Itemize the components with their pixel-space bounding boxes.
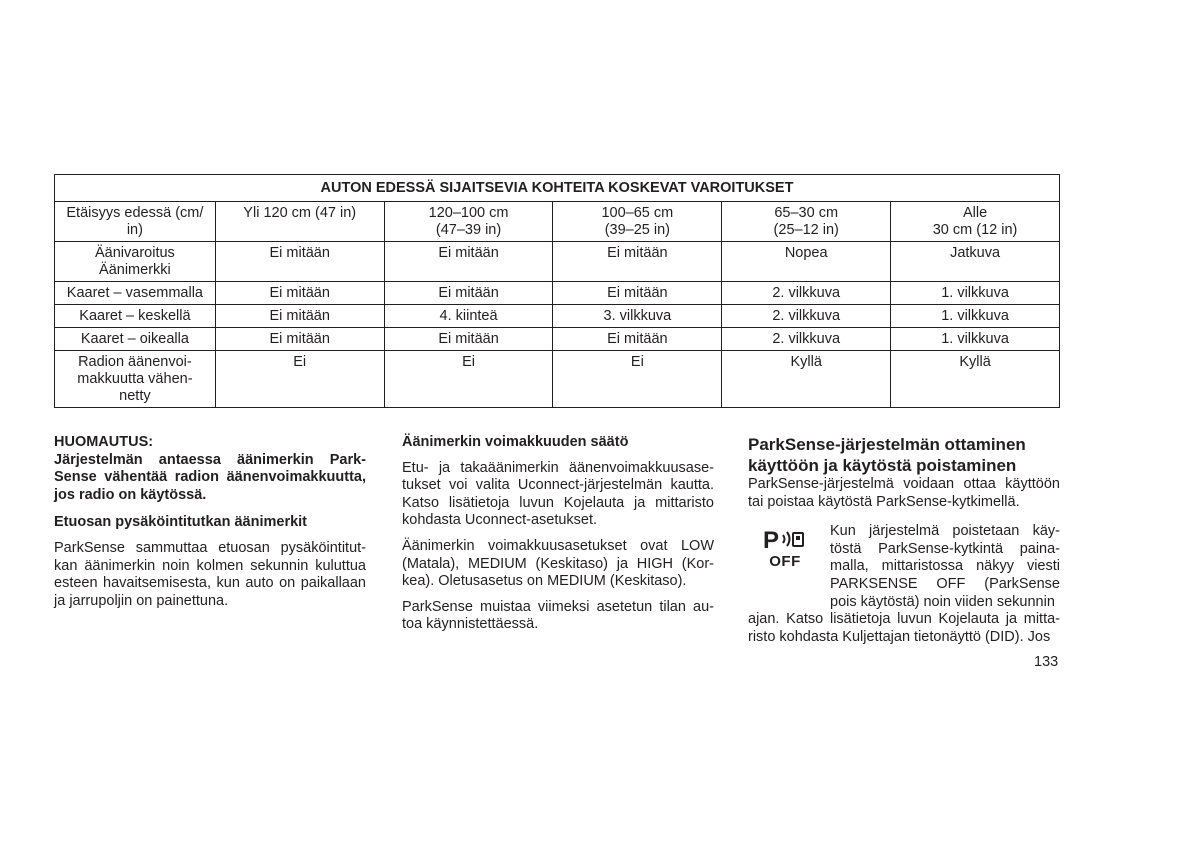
table-cell: Ei mitään xyxy=(215,328,384,351)
table-cell: Ei mitään xyxy=(215,305,384,328)
table-cell: 2. vilkkuva xyxy=(722,282,891,305)
table-cell: Jatkuva xyxy=(891,242,1060,282)
section-heading-enable-disable: ParkSense-järjestelmän ottaminen käyttöön ja käytöstä poistaminen xyxy=(748,435,1026,475)
table-cell: 1. vilkkuva xyxy=(891,282,1060,305)
svg-text:P: P xyxy=(763,527,780,552)
paragraph-continued: ajan. Katso lisätietoja luvun Kojelauta ja mitta-risto kohdasta Kuljettajan tietonäyttö (DID). Jos xyxy=(748,611,1060,645)
paragraph-icon-text: Kun järjestelmä poistetaan käy-töstä ParkSense-kytkintä paina-malla, mittaristossa näkyy viesti PARKSENSE OFF (ParkSense pois käytöstä) noin viiden sekunnin xyxy=(830,523,1060,610)
table-cell: 2. vilkkuva xyxy=(722,328,891,351)
table-row-header: Etäisyys edessä (cm/ in) xyxy=(55,202,216,242)
table-cell: 65–30 cm (25–12 in) xyxy=(722,202,891,242)
table-cell: Kyllä xyxy=(891,351,1060,408)
table-cell: Ei mitään xyxy=(553,282,722,305)
table-cell: Nopea xyxy=(722,242,891,282)
table-cell: Ei mitään xyxy=(384,282,553,305)
table-cell: Ei mitään xyxy=(384,328,553,351)
off-label: OFF xyxy=(769,553,801,571)
table-row-header: Kaaret – keskellä xyxy=(55,305,216,328)
table-title: AUTON EDESSÄ SIJAITSEVIA KOHTEITA KOSKEVAT VAROITUKSET xyxy=(55,175,1060,202)
table-cell: Ei xyxy=(384,351,553,408)
table-body xyxy=(55,202,1060,408)
section-heading-front-beeps: Etuosan pysäköintitutkan äänimerkit xyxy=(54,514,308,531)
table-row-header: Kaaret – oikealla xyxy=(55,328,216,351)
paragraph-volume-1: Etu- ja takaäänimerkin äänenvoimakkuusase-tukset voi valita Uconnect-järjestelmän kautta. Katso lisätietoja luvun Kojelauta ja mittaristo kohdasta Uconnect-asetukset. xyxy=(402,459,714,529)
note-text: Järjestelmän antaessa äänimerkin Park-Sense vähentää radion äänenvoimakkuutta, jos radio on käytössä. xyxy=(54,451,366,503)
column-right xyxy=(748,434,1060,646)
table-row-header: Äänivaroitus Äänimerkki xyxy=(55,242,216,282)
parksense-symbol-icon xyxy=(763,527,807,551)
table-row xyxy=(55,351,1060,408)
table-cell: Ei mitään xyxy=(553,328,722,351)
table-cell: Yli 120 cm (47 in) xyxy=(215,202,384,242)
paragraph-intro: ParkSense-järjestelmä voidaan ottaa käyttöön tai poistaa käytöstä ParkSense-kytkimellä. xyxy=(748,476,1060,510)
table-cell: 2. vilkkuva xyxy=(722,305,891,328)
table-row xyxy=(55,202,1060,242)
paragraph-front-beeps: ParkSense sammuttaa etuosan pysäköintitut-kan äänimerkin noin kolmen sekunnin kuluttua esteen havaitsemisesta, kun auto on paikallaan ja jarrupoljin on painettuna. xyxy=(54,539,366,609)
table-row-header: Kaaret – vasemmalla xyxy=(55,282,216,305)
paragraph-volume-3: ParkSense muistaa viimeksi asetetun tilan au-toa käynnistettäessä. xyxy=(402,598,714,633)
table-cell: Ei xyxy=(215,351,384,408)
parksense-off-icon xyxy=(762,527,808,575)
table-cell: Ei mitään xyxy=(215,282,384,305)
column-left xyxy=(54,434,366,618)
note-label: HUOMAUTUS: xyxy=(54,434,154,450)
table-cell: 1. vilkkuva xyxy=(891,328,1060,351)
table-cell: Ei xyxy=(553,351,722,408)
paragraph-volume-2: Äänimerkin voimakkuusasetukset ovat LOW (Matala), MEDIUM (Keskitaso) ja HIGH (Kor-kea). Oletusasetus on MEDIUM (Keskitaso). xyxy=(402,537,714,590)
table-cell: Ei mitään xyxy=(215,242,384,282)
table-cell: Ei mitään xyxy=(553,242,722,282)
table-cell: 4. kiinteä xyxy=(384,305,553,328)
column-middle xyxy=(402,434,714,642)
table-row xyxy=(55,242,1060,282)
table-cell: 1. vilkkuva xyxy=(891,305,1060,328)
page-number: 133 xyxy=(1034,654,1059,670)
table-cell: 3. vilkkuva xyxy=(553,305,722,328)
table-cell: Ei mitään xyxy=(384,242,553,282)
table-cell: 120–100 cm (47–39 in) xyxy=(384,202,553,242)
table-row-header: Radion äänenvoi- makkuutta vähen- netty xyxy=(55,351,216,408)
section-heading-volume: Äänimerkin voimakkuuden säätö xyxy=(402,434,629,450)
table-row xyxy=(55,282,1060,305)
table-cell: Kyllä xyxy=(722,351,891,408)
icon-paragraph xyxy=(748,523,1060,611)
warnings-table xyxy=(54,174,1060,408)
table-cell: 100–65 cm (39–25 in) xyxy=(553,202,722,242)
table-row xyxy=(55,328,1060,351)
table-row xyxy=(55,305,1060,328)
table-cell: Alle 30 cm (12 in) xyxy=(891,202,1060,242)
